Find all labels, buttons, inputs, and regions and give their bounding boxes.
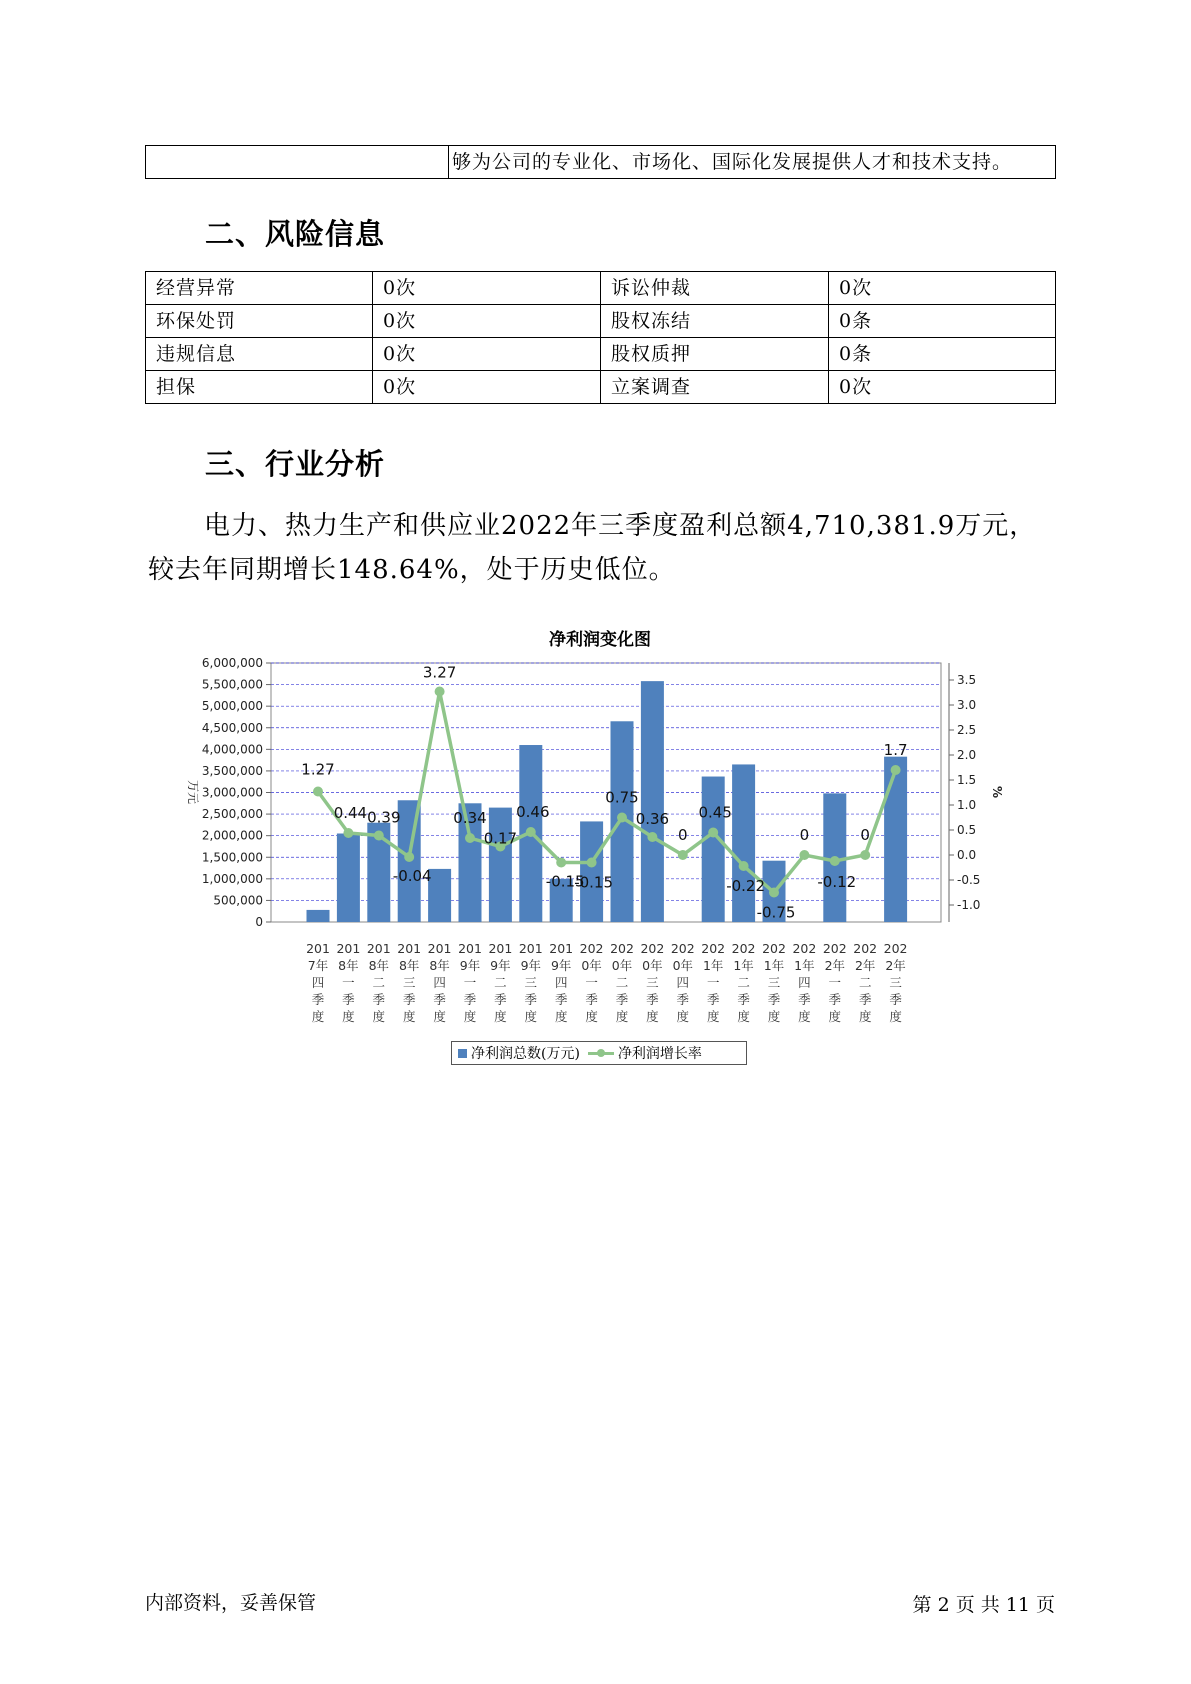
x-tick-label: 一 — [585, 975, 598, 990]
x-tick-label: 一 — [828, 975, 842, 990]
x-tick-label: 201 — [366, 941, 391, 956]
bar — [489, 808, 512, 922]
x-tick-label: 三 — [646, 975, 659, 990]
growth-data-label: -0.22 — [726, 877, 766, 895]
x-tick-label: 四 — [554, 975, 568, 990]
growth-data-label: -0.04 — [392, 867, 432, 885]
x-tick-label: 三 — [524, 975, 538, 990]
risk-label-cell: 股权冻结 — [601, 305, 829, 338]
x-tick-label: 2年 — [824, 958, 846, 973]
x-tick-label: 201 — [458, 941, 482, 956]
x-tick-label: 1年 — [794, 958, 815, 973]
x-tick-label: 度 — [676, 1009, 690, 1024]
y-tick-label: 5,500,000 — [201, 677, 263, 692]
x-tick-label: 二 — [372, 975, 386, 990]
growth-rate-point — [647, 832, 657, 842]
legend-label-bars: 净利润总数(万元) — [471, 1046, 580, 1062]
x-tick-label: 度 — [433, 1009, 446, 1024]
growth-rate-point — [830, 856, 840, 866]
x-tick-label: 202 — [853, 941, 878, 956]
y2-tick-label: -0.5 — [957, 873, 981, 887]
risk-label-cell: 经营异常 — [146, 272, 373, 305]
x-tick-label: 季 — [402, 992, 416, 1007]
y2-tick-label: 2.0 — [957, 748, 977, 762]
x-tick-label: 202 — [822, 941, 847, 956]
x-tick-label: 度 — [402, 1009, 416, 1024]
y-tick-label: 2,500,000 — [201, 807, 263, 822]
x-tick-label: 四 — [676, 975, 690, 990]
x-tick-label: 0年 — [672, 958, 694, 973]
x-tick-label: 202 — [670, 941, 695, 956]
risk-value-cell: 0条 — [829, 338, 1056, 371]
risk-value-cell: 0次 — [373, 371, 601, 404]
x-tick-label: 季 — [554, 992, 568, 1007]
growth-rate-point — [799, 850, 809, 860]
y-axis-label: 万元 — [186, 779, 200, 805]
x-tick-label: 四 — [798, 975, 811, 990]
growth-data-label: -0.15 — [545, 872, 585, 891]
line-swatch-icon — [588, 1047, 614, 1059]
x-tick-label: 202 — [579, 941, 604, 956]
x-tick-label: 度 — [311, 1009, 325, 1024]
x-tick-label: 1年 — [702, 958, 724, 973]
x-tick-label: 季 — [494, 992, 507, 1007]
x-tick-label: 202 — [701, 941, 726, 956]
x-tick-label: 8年 — [368, 958, 390, 973]
risk-label-cell: 诉讼仲裁 — [601, 272, 829, 305]
x-tick-label: 季 — [463, 992, 477, 1007]
y2-tick-label: 0.5 — [957, 823, 977, 837]
growth-data-label: 1.7 — [883, 741, 908, 759]
growth-rate-point — [739, 861, 749, 871]
x-tick-label: 1年 — [733, 958, 754, 973]
risk-value-cell: 0次 — [829, 371, 1056, 404]
x-tick-label: 季 — [433, 992, 446, 1007]
legend-item-bars — [458, 1043, 580, 1063]
risk-label-cell: 环保处罚 — [146, 305, 373, 338]
x-tick-label: 一 — [706, 975, 720, 990]
x-tick-label: 2年 — [854, 958, 876, 973]
growth-rate-point — [435, 687, 445, 697]
growth-data-label: -0.75 — [756, 903, 796, 922]
x-tick-label: 度 — [372, 1009, 386, 1024]
x-tick-label: 202 — [731, 941, 756, 956]
growth-rate-point — [860, 850, 870, 860]
risk-label-cell: 担保 — [146, 371, 373, 404]
growth-rate-point — [769, 888, 779, 898]
x-tick-label: 度 — [615, 1009, 629, 1024]
x-tick-label: 二 — [615, 975, 629, 990]
y-tick-label: 4,500,000 — [201, 720, 263, 735]
x-tick-label: 201 — [518, 941, 543, 956]
x-tick-label: 度 — [463, 1009, 477, 1024]
legend-label-line: 净利润增长率 — [617, 1046, 702, 1062]
chart-title: 净利润变化图 — [549, 630, 651, 650]
x-tick-label: 度 — [767, 1009, 781, 1024]
x-tick-label: 一 — [342, 975, 355, 990]
x-tick-label: 季 — [858, 992, 872, 1007]
x-tick-label: 0年 — [642, 958, 663, 973]
growth-rate-point — [587, 858, 597, 868]
x-tick-label: 9年 — [550, 958, 572, 973]
x-tick-label: 季 — [828, 992, 842, 1007]
x-tick-label: 0年 — [581, 958, 602, 973]
risk-label-cell: 立案调查 — [601, 371, 829, 404]
risk-label-cell: 违规信息 — [146, 338, 373, 371]
growth-rate-point — [891, 765, 901, 775]
y-tick-label: 5,000,000 — [201, 699, 263, 714]
risk-value-cell: 0条 — [829, 305, 1056, 338]
x-tick-label: 1年 — [763, 958, 785, 973]
risk-value-cell: 0次 — [829, 272, 1056, 305]
x-tick-label: 季 — [737, 992, 750, 1007]
section-heading-industry: 三、行业分析 — [205, 447, 386, 481]
bar — [307, 910, 330, 922]
chart-legend — [451, 1041, 747, 1065]
risk-value-cell: 0次 — [373, 338, 601, 371]
industry-paragraph-text: 电力、热力生产和供应业2022年三季度盈利总额4,710,381.9万元，较去年同期增长148.64%，处于历史低位。 — [148, 511, 1037, 585]
bar — [732, 764, 755, 922]
growth-rate-point — [526, 827, 536, 837]
x-tick-label: 9年 — [459, 958, 481, 973]
x-tick-label: 二 — [737, 975, 750, 990]
x-tick-label: 201 — [336, 941, 361, 956]
y-tick-label: 500,000 — [213, 893, 263, 908]
x-tick-label: 度 — [798, 1009, 811, 1024]
growth-data-label: 0.44 — [333, 804, 368, 822]
x-tick-label: 季 — [585, 992, 598, 1007]
x-tick-label: 一 — [463, 975, 477, 990]
x-tick-label: 度 — [858, 1009, 872, 1024]
growth-data-label: -0.15 — [574, 873, 614, 892]
x-tick-label: 二 — [858, 975, 872, 990]
growth-data-label: 1.27 — [301, 760, 335, 779]
x-tick-label: 202 — [640, 941, 665, 956]
y2-axis-label: % — [990, 785, 1004, 799]
x-tick-label: 三 — [889, 975, 902, 990]
y-tick-label: 6,000,000 — [201, 656, 263, 670]
bar — [702, 777, 725, 922]
growth-rate-point — [708, 828, 718, 838]
y-tick-label: 3,500,000 — [201, 763, 263, 778]
growth-rate-point — [343, 828, 353, 838]
growth-rate-point — [313, 787, 323, 797]
bar — [884, 757, 907, 922]
growth-data-label: 0 — [678, 826, 688, 844]
y-tick-label: 1,000,000 — [201, 871, 263, 886]
x-tick-label: 201 — [488, 941, 513, 956]
growth-data-label: 0.75 — [605, 788, 639, 807]
growth-data-label: 0.46 — [516, 803, 550, 821]
x-tick-label: 度 — [554, 1009, 568, 1024]
growth-rate-point — [678, 850, 688, 860]
risk-value-cell: 0次 — [373, 272, 601, 305]
x-tick-label: 201 — [427, 941, 452, 956]
y-tick-label: 1,500,000 — [201, 850, 263, 865]
legend-item-line — [588, 1043, 702, 1063]
section-heading-risk: 二、风险信息 — [205, 217, 386, 251]
growth-data-label: 0.39 — [367, 808, 401, 827]
x-tick-label: 三 — [402, 975, 416, 990]
x-tick-label: 三 — [767, 975, 781, 990]
y-tick-label: 2,000,000 — [201, 828, 263, 843]
x-tick-label: 度 — [585, 1009, 598, 1024]
y2-tick-label: 2.5 — [957, 723, 977, 737]
bar — [641, 681, 664, 922]
x-tick-label: 度 — [494, 1009, 507, 1024]
x-tick-label: 季 — [676, 992, 690, 1007]
top-table-right-cell: 够为公司的专业化、市场化、国际化发展提供人才和技术支持。 — [449, 146, 1056, 179]
growth-rate-point — [374, 831, 384, 841]
growth-rate-point — [465, 833, 475, 843]
x-tick-label: 季 — [706, 992, 720, 1007]
footer-confidential: 内部资料，妥善保管 — [145, 1592, 317, 1614]
x-tick-label: 度 — [706, 1009, 720, 1024]
x-tick-label: 度 — [828, 1009, 842, 1024]
growth-data-label: 0 — [799, 826, 810, 844]
y2-tick-label: -1.0 — [957, 898, 981, 912]
x-tick-label: 度 — [342, 1009, 355, 1024]
growth-data-label: 0.36 — [635, 810, 670, 828]
x-tick-label: 201 — [549, 941, 574, 956]
x-tick-label: 季 — [524, 992, 538, 1007]
x-tick-label: 度 — [737, 1009, 750, 1024]
bar — [337, 834, 360, 922]
growth-rate-point — [404, 852, 414, 862]
x-tick-label: 9年 — [490, 958, 511, 973]
x-tick-label: 二 — [494, 975, 507, 990]
x-tick-label: 8年 — [398, 958, 420, 973]
x-tick-label: 度 — [889, 1009, 902, 1024]
x-tick-label: 201 — [306, 941, 330, 956]
growth-data-label: 0.17 — [483, 829, 518, 848]
x-tick-label: 季 — [615, 992, 629, 1007]
x-tick-label: 2年 — [885, 958, 906, 973]
x-tick-label: 季 — [798, 992, 811, 1007]
footer-page-number: 第 2 页 共 11 页 — [912, 1594, 1055, 1616]
x-tick-label: 8年 — [429, 958, 450, 973]
growth-rate-point — [617, 813, 627, 823]
risk-label-cell: 股权质押 — [601, 338, 829, 371]
bar-swatch-icon — [458, 1049, 467, 1058]
growth-data-label: 0.45 — [698, 803, 732, 822]
y-tick-label: 4,000,000 — [201, 742, 263, 757]
x-tick-label: 季 — [372, 992, 386, 1007]
y-tick-label: 3,000,000 — [201, 785, 263, 800]
y2-tick-label: 1.5 — [957, 773, 977, 787]
x-tick-label: 7年 — [307, 958, 329, 973]
x-tick-label: 季 — [889, 992, 902, 1007]
x-tick-label: 季 — [767, 992, 781, 1007]
x-tick-label: 202 — [610, 941, 634, 956]
y2-tick-label: 1.0 — [957, 798, 977, 812]
x-tick-label: 四 — [433, 975, 446, 990]
growth-rate-point — [556, 858, 566, 868]
y2-tick-label: 3.0 — [957, 698, 977, 712]
x-tick-label: 202 — [762, 941, 786, 956]
x-tick-label: 202 — [883, 941, 908, 956]
x-tick-label: 8年 — [338, 958, 359, 973]
growth-data-label: -0.12 — [817, 873, 857, 891]
y-tick-label: 0 — [255, 915, 263, 929]
growth-data-label: 0.34 — [453, 809, 487, 827]
growth-data-label: 3.27 — [422, 663, 457, 682]
x-tick-label: 0年 — [611, 958, 633, 973]
x-tick-label: 季 — [342, 992, 355, 1007]
y2-tick-label: 0.0 — [957, 848, 977, 862]
risk-value-cell: 0次 — [373, 305, 601, 338]
x-tick-label: 度 — [524, 1009, 538, 1024]
growth-data-label: 0 — [860, 826, 870, 844]
y2-tick-label: 3.5 — [957, 673, 977, 687]
x-tick-label: 季 — [311, 992, 325, 1007]
x-tick-label: 四 — [311, 975, 325, 990]
x-tick-label: 季 — [646, 992, 659, 1007]
x-tick-label: 202 — [792, 941, 817, 956]
x-tick-label: 9年 — [520, 958, 542, 973]
x-tick-label: 度 — [646, 1009, 659, 1024]
x-tick-label: 201 — [397, 941, 422, 956]
